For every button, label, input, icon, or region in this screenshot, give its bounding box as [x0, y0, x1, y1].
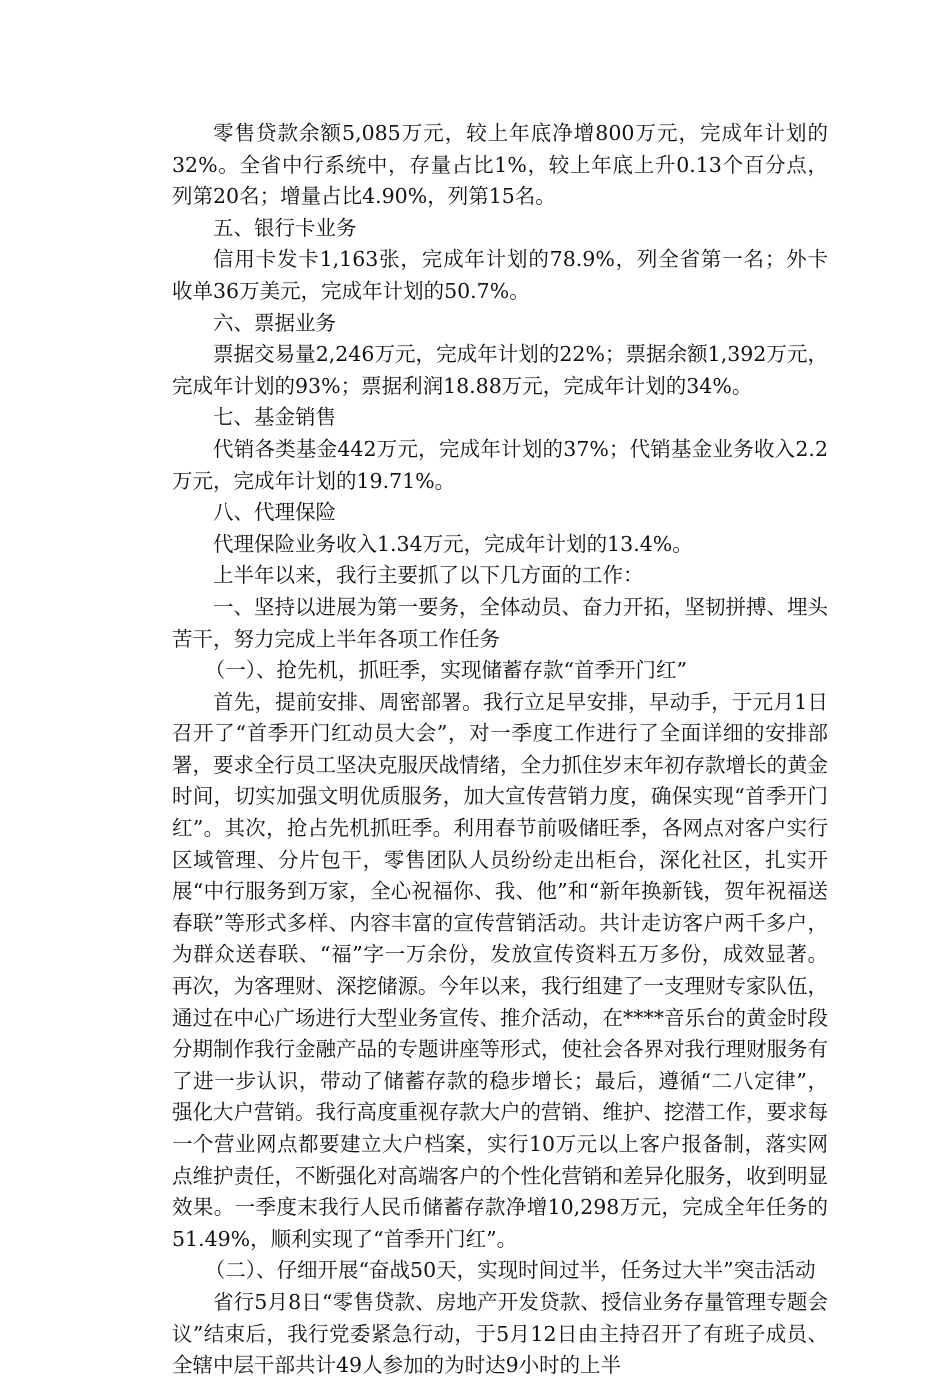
paragraph-intro: 上半年以来，我行主要抓了以下几方面的工作：	[213, 563, 644, 588]
heading-bills: 六、票据业务	[213, 310, 336, 335]
heading-fund-sales: 七、基金销售	[213, 405, 336, 430]
paragraph-may-meeting: 省行5月8日“零售贷款、房地产开发贷款、授信业务存量管理专题会议”结束后，我行党委紧急行动，于5月12日由主持召开了有班子成员、全辖中层干部共计49人参加的为时达9小时的上半	[172, 1289, 828, 1378]
subheading-two: （二）、仔细开展“奋战50天，实现时间过半，任务过大半”突击活动	[204, 1258, 816, 1283]
paragraph-first-quarter: 首先，提前安排、周密部署。我行立足早安排，早动手，于元月1日召开了“首季开门红动员大会”，对一季度工作进行了全面详细的安排部署，要求全行员工坚决克服厌战情绪，全力抓住岁末年初存款增长的黄金时间，切实加强文明优质服务，加大宣传营销力度，确保实现“首季开门红”。其次，抢占先机抓旺季。利用春节前吸储旺季，各网点对客户实行区域管理、分片包干，零售团队人员纷纷走出柜台，深化社区，扎实开展“中行服务到万家，全心祝福你、我、他”和“新年换新钱，贺年祝福送春联”等形式多样、内容丰富的宣传营销活动。共计走访客户两千多户，为群众送春联、“福”字一万余份，发放宣传资料五万多份，成效显著。再次，为客理财、深挖储源。今年以来，我行组建了一支理财专家队伍，通过在中心广场进行大型业务宣传、推介活动，在****音乐台的黄金时段分期制作我行金融产品的专题讲座等形式，使社会各界对我行理财服务有了进一步认识，带动了储蓄存款的稳步增长；最后，遵循“二八定律”，强化大户营销。我行高度重视存款大户的营销、维护、挖潜工作，要求每一个营业网点都要建立大户档案，实行10万元以上客户报备制，落实网点维护责任，不断强化对高端客户的个性化营销和差异化服务，收到明显效果。一季度末我行人民币储蓄存款净增10,298万元，完成全年任务的51.49%，顺利实现了“首季开门红”。	[172, 689, 828, 1251]
subheading-one: （一）、抢先机，抓旺季，实现储蓄存款“首季开门红”	[204, 658, 688, 683]
heading-bank-card: 五、银行卡业务	[213, 215, 357, 240]
paragraph-fund-sales: 代销各类基金442万元，完成年计划的37%；代销基金业务收入2.2万元，完成年计划的19.71%。	[172, 436, 828, 493]
document-body	[172, 118, 828, 1382]
heading-insurance: 八、代理保险	[213, 500, 336, 525]
paragraph-bills: 票据交易量2,246万元，完成年计划的22%；票据余额1,392万元，完成年计划的93%；票据利润18.88万元，完成年计划的34%。	[172, 342, 828, 398]
paragraph-insurance: 代理保险业务收入1.34万元，完成年计划的13.4%。	[213, 531, 693, 556]
paragraph-bank-card: 信用卡发卡1,163张，完成年计划的78.9%，列全省第一名；外卡收单36万美元，完成年计划的50.7%。	[172, 247, 828, 303]
heading-section-one: 一、坚持以进展为第一要务，全体动员、奋力开拓，坚韧拼搏、埋头苦干，努力完成上半年各项工作任务	[172, 594, 828, 651]
paragraph-retail-loans: 零售贷款余额5,085万元，较上年底净增800万元，完成年计划的32%。全省中行系统中，存量占比1%，较上年底上升0.13个百分点，列第20名；增量占比4.90%，列第15名。	[172, 121, 828, 209]
